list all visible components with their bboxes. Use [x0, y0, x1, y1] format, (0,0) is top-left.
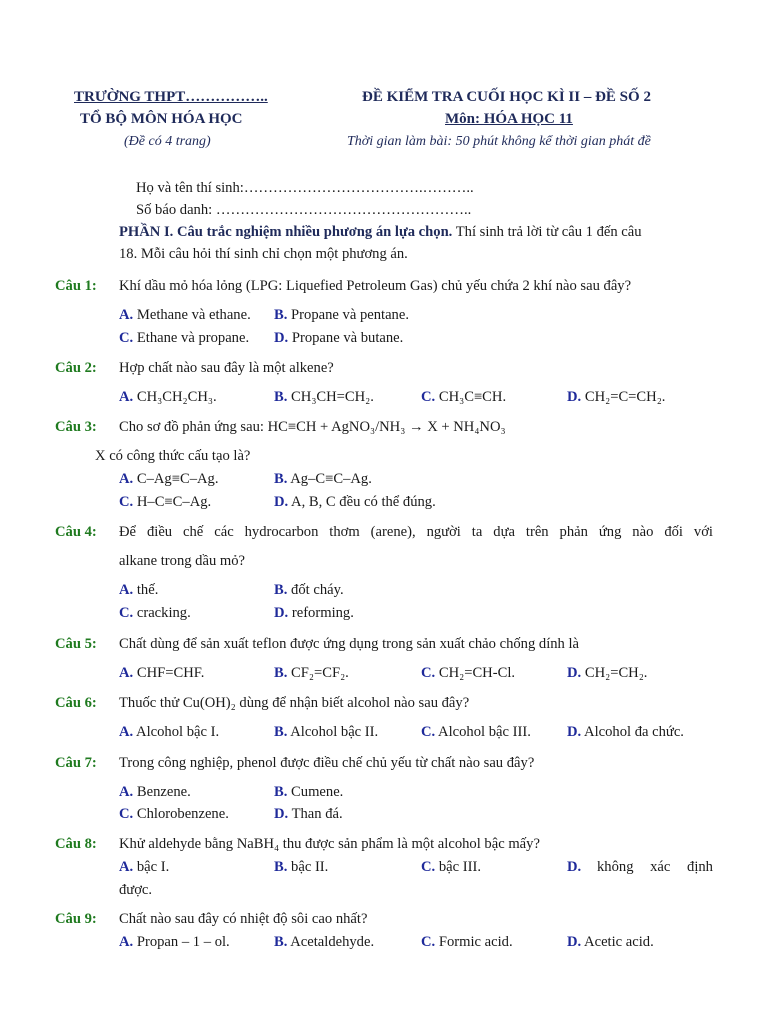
word: định: [687, 859, 713, 875]
option-d[interactable]: D. A, B, C đều có thể đúng.: [274, 494, 436, 510]
option-d-text: [597, 859, 713, 876]
question-text: Hợp chất nào sau đây là một alkene?: [119, 360, 334, 376]
question-text: Chất dùng để sản xuất teflon được ứng dụng trong sản xuất chảo chống dính là: [119, 636, 580, 652]
option-c[interactable]: C. CH₂=CH-Cl.: [421, 665, 516, 681]
word: xác: [650, 859, 671, 875]
option-a[interactable]: A. Propan – 1 – ol.: [119, 934, 230, 950]
option-b[interactable]: B. đốt cháy.: [274, 582, 344, 598]
school-name: TRƯỜNG THPT……………..: [74, 89, 268, 105]
option-d[interactable]: D. CH₂=CH₂.: [567, 665, 648, 681]
option-a[interactable]: A. Methane và ethane.: [119, 307, 251, 323]
exam-subject: Môn: HÓA HỌC 11: [445, 111, 573, 127]
word: không: [597, 859, 634, 875]
option-b[interactable]: B. Ag–C≡C–Ag.: [274, 471, 372, 487]
question-label: Câu 4:: [55, 524, 97, 540]
question-label: Câu 7:: [55, 755, 97, 771]
option-b[interactable]: B. Propane và pentane.: [274, 307, 409, 323]
question-label: Câu 5:: [55, 636, 97, 652]
option-c[interactable]: C. Formic acid.: [421, 934, 513, 950]
question-label: Câu 1:: [55, 278, 97, 294]
question-text-cont: alkane trong dầu mỏ?: [119, 553, 246, 569]
option-c[interactable]: C. cracking.: [119, 605, 191, 621]
question-label: Câu 8:: [55, 836, 97, 852]
option-d-cont: được.: [119, 882, 153, 898]
option-c[interactable]: C. Ethane và propane.: [119, 330, 250, 346]
option-d[interactable]: D. không xác định: [567, 859, 713, 875]
exam-title: ĐỀ KIỂM TRA CUỐI HỌC KÌ II – ĐỀ SỐ 2: [362, 89, 651, 105]
question-text: Cho sơ đồ phản ứng sau: HC≡CH + AgNO₃/NH₃ → X + NH₄NO₃: [119, 419, 506, 435]
department-name: TỔ BỘ MÔN HÓA HỌC: [80, 111, 243, 127]
option-d[interactable]: D. CH₂=C=CH₂.: [567, 389, 666, 405]
option-a[interactable]: A. CH₃CH₂CH₃.: [119, 389, 217, 405]
question-label: Câu 6:: [55, 695, 97, 711]
option-a[interactable]: A. CHF=CHF.: [119, 665, 205, 681]
student-id-line: Số báo danh: ……………………………………………..: [136, 202, 472, 218]
question-text: Khử aldehyde bằng NaBH₄ thu được sản phẩm là một alcohol bậc mấy?: [119, 836, 540, 852]
student-name-line: Họ và tên thí sinh:……………………………….………..: [136, 180, 474, 196]
option-a[interactable]: A. Benzene.: [119, 784, 191, 800]
option-a[interactable]: A. Alcohol bậc I.: [119, 724, 220, 740]
question-text: Khí dầu mỏ hóa lỏng (LPG: Liquefied Petroleum Gas) chủ yếu chứa 2 khí nào sau đây?: [119, 278, 632, 294]
option-b[interactable]: B. bậc II.: [274, 859, 329, 875]
option-b[interactable]: B. Acetaldehyde.: [274, 934, 375, 950]
part1-instr-1: Thí sinh trả lời từ câu 1 đến câu: [452, 224, 642, 240]
question-text: Trong công nghiệp, phenol được điều chế chủ yếu từ chất nào sau đây?: [119, 755, 535, 771]
option-c[interactable]: C. Chlorobenzene.: [119, 806, 229, 822]
question-label: Câu 2:: [55, 360, 97, 376]
option-c[interactable]: C. Alcohol bậc III.: [421, 724, 531, 740]
option-b[interactable]: B. CH₃CH=CH₂.: [274, 389, 374, 405]
question-text: Để điều chế các hydrocarbon thơm (arene), người ta dựa trên phản ứng nào đối với: [119, 524, 713, 540]
part1-instructions-line2: 18. Mỗi câu hỏi thí sinh chỉ chọn một phương án.: [119, 246, 408, 262]
option-a[interactable]: A. bậc I.: [119, 859, 170, 875]
option-a[interactable]: A. C–Ag≡C–Ag.: [119, 471, 219, 487]
option-c[interactable]: C. CH₃C≡CH.: [421, 389, 507, 405]
question-text: Thuốc thử Cu(OH)₂ dùng để nhận biết alcohol nào sau đây?: [119, 695, 470, 711]
option-d[interactable]: D. Than đá.: [274, 806, 343, 822]
exam-time-note: Thời gian làm bài: 50 phút không kể thời gian phát đề: [347, 134, 651, 149]
option-b[interactable]: B. Cumene.: [274, 784, 344, 800]
question-text: Chất nào sau đây có nhiệt độ sôi cao nhất?: [119, 911, 368, 927]
pages-note: (Đề có 4 trang): [124, 134, 211, 149]
option-c[interactable]: C. H–C≡C–Ag.: [119, 494, 212, 510]
question-text-cont: X có công thức cấu tạo là?: [95, 448, 251, 464]
option-d[interactable]: D. Propane và butane.: [274, 330, 404, 346]
option-c[interactable]: C. bậc III.: [421, 859, 481, 875]
part1-title: PHẦN I. Câu trắc nghiệm nhiều phương án lựa chọn.: [119, 224, 453, 240]
option-b[interactable]: B. Alcohol bậc II.: [274, 724, 379, 740]
option-a[interactable]: A. thế.: [119, 582, 159, 598]
part1-instructions-line1: [119, 224, 642, 241]
option-d[interactable]: D. Alcohol đa chức.: [567, 724, 684, 740]
option-d[interactable]: D. Acetic acid.: [567, 934, 654, 950]
question-label: Câu 3:: [55, 419, 97, 435]
option-b[interactable]: B. CF₂=CF₂.: [274, 665, 349, 681]
option-d[interactable]: D. reforming.: [274, 605, 354, 621]
question-label: Câu 9:: [55, 911, 97, 927]
